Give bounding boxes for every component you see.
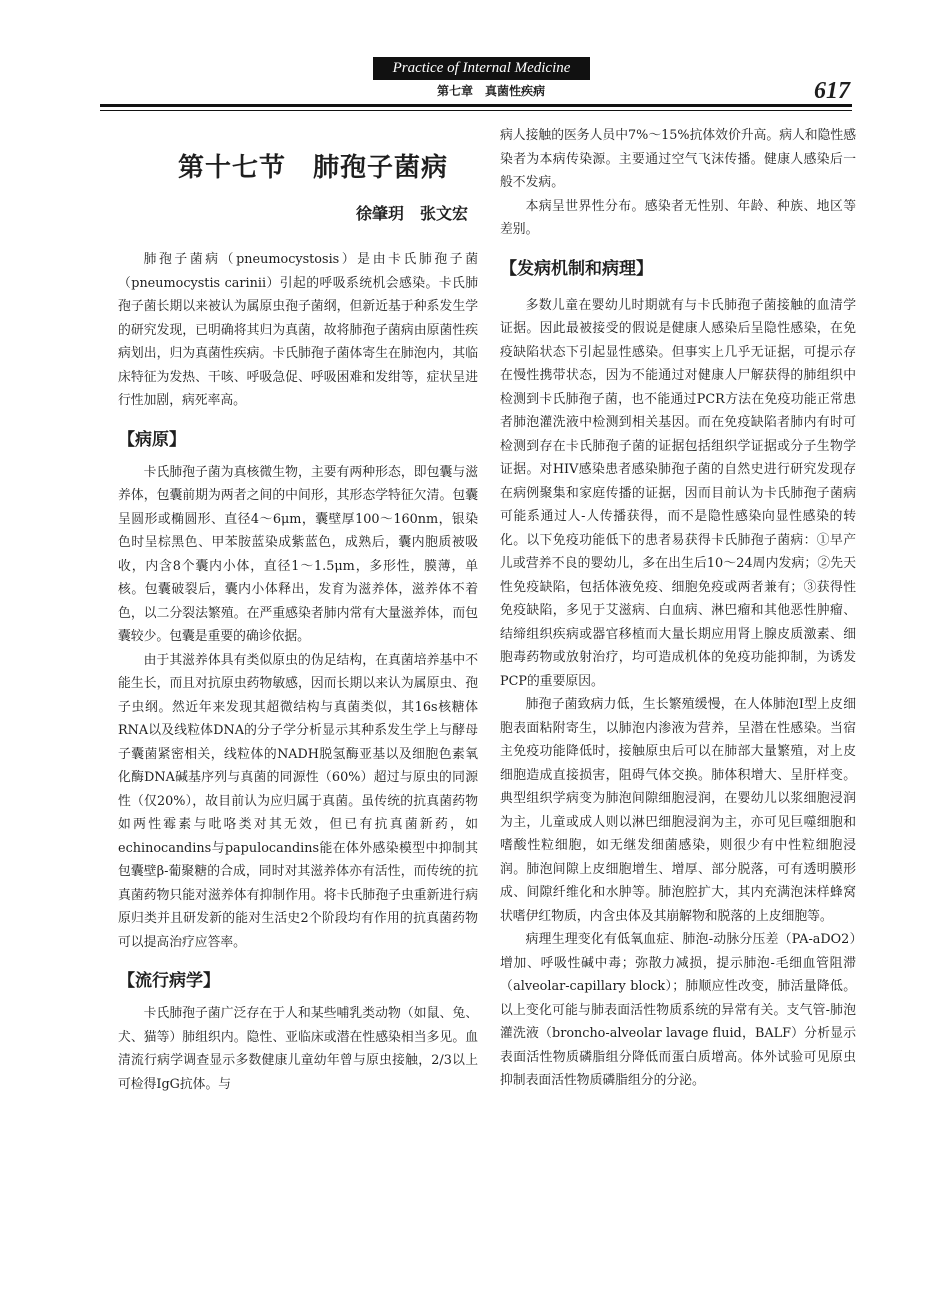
right-column — [500, 124, 856, 1093]
page-number: 617 — [814, 78, 850, 104]
header-rule — [100, 104, 852, 107]
epidemiology-continued: 病人接触的医务人员中7%～15%抗体效价升高。病人和隐性感染者为本病传染源。主要通过空气飞沫传播。健康人感染后一般不发病。 — [500, 128, 856, 190]
running-head-chapter: 第七章 真菌性疾病 — [436, 84, 545, 98]
header-rule-thin — [100, 110, 852, 111]
authors: 徐肇玥 张文宏 — [355, 204, 468, 223]
journal-banner: Practice of Internal Medicine — [373, 57, 590, 80]
pathogenesis-paragraph-3: 病理生理变化有低氧血症、肺泡-动脉分压差（PA-aDO2）增加、呼吸性碱中毒；弥散力减损，提示肺泡-毛细血管阻滞（alveolar-capillary block）；肺顺应性改变，肺活量降低。以上变化可能与肺表面活性物质系统的异常有关。支气管-肺泡灌洗液（broncho-alveolar lavage fluid，BALF）分析显示表面活性物质磷脂组分降低而蛋白质增高。体外试验可见原虫抑制表面活性物质磷脂组分的分泌。 — [500, 932, 856, 1088]
left-column — [118, 138, 478, 1096]
pathogenesis-heading: 【发病机制和病理】 — [500, 258, 653, 279]
intro-paragraph: 肺孢子菌病（pneumocystosis）是由卡氏肺孢子菌（pneumocystis carinii）引起的呼吸系统机会感染。卡氏肺孢子菌长期以来被认为属原虫孢子菌纲，但新近基于种系发生学的研究发现，已明确将其归为真菌，故将肺孢子菌病由原菌性疾病划出，归为真菌性疾病。卡氏肺孢子菌体寄生在肺泡内，其临床特征为发热、干咳、呼吸急促、呼吸困难和发绀等，症状呈进行性加剧，病死率高。 — [118, 252, 478, 408]
section-title: 第十七节 肺孢子菌病 — [178, 153, 449, 183]
pathogenesis-paragraph-2: 肺孢子菌致病力低，生长繁殖缓慢，在人体肺泡Ⅰ型上皮细胞表面粘附寄生，以肺泡内渗液为营养，呈潜在性感染。当宿主免疫功能降低时，接触原虫后可以在肺部大量繁殖，对上皮细胞造成直接损害，阻碍气体交换。肺体积增大、呈肝样变。典型组织学病变为肺泡间隙细胞浸润，在婴幼儿以浆细胞浸润为主，儿童或成人则以淋巴细胞浸润为主，亦可见巨噬细胞和嗜酸性粒细胞，如无继发细菌感染，则很少有中性粒细胞浸润。肺泡间隙上皮细胞增生、增厚、部分脱落，可有透明膜形成、间隙纤维化和水肿等。肺泡腔扩大，其内充满泡沫样蜂窝状嗜伊红物质，内含虫体及其崩解物和脱落的上皮细胞等。 — [500, 697, 856, 924]
etiology-paragraph-2: 由于其滋养体具有类似原虫的伪足结构，在真菌培养基中不能生长，而且对抗原虫药物敏感，因而长期以来认为属原虫、孢子虫纲。然近年来发现其超微结构与真菌类似，其16s核糖体RNA以及线粒体DNA的分子学分析显示其种系发生学上与酵母子囊菌紧密相关，线粒体的NADH脱氢酶亚基以及细胞色素氧化酶DNA碱基序列与真菌的同源性（60%）超过与原虫的同源性（仅20%），故目前认为应归属于真菌。虽传统的抗真菌药物如两性霉素与吡咯类对其无效，但已有抗真菌新药，如echinocandins与papulocandins能在体外感染模型中抑制其包囊壁β-葡聚糖的合成，同时对其滋养体亦有活性，而传统的抗真菌药物只能对滋养体有抑制作用。将卡氏肺孢子虫重新进行病原归类并且研发新的能对生活史2个阶段均有作用的抗真菌药物可以提高治疗应答率。 — [118, 652, 478, 950]
epidemiology-paragraph-1: 卡氏肺孢子菌广泛存在于人和某些哺乳类动物（如鼠、兔、犬、猫等）肺组织内。隐性、亚临床或潜在性感染相当多见。血清流行病学调查显示多数健康儿童幼年曾与原虫接触，2/3以上可检得IgG抗体。与 — [118, 1006, 478, 1092]
pathogenesis-paragraph-1: 多数儿童在婴幼儿时期就有与卡氏肺孢子菌接触的血清学证据。因此最被接受的假说是健康人感染后呈隐性感染，在免疫缺陷状态下引起显性感染。但事实上几乎无证据，可提示存在慢性携带状态，因为不能通过对健康人尸解获得的肺组织中检测到卡氏肺孢子菌，也不能通过PCR方法在免疫功能正常患者肺泡灌洗液中检测到相关基因。而在免疫缺陷者肺内有时可检测到存在卡氏肺孢子菌的证据包括组织学证据或分子生物学证据。对HIV感染患者感染肺孢子菌的自然史进行研究发现存在病例聚集和家庭传播的证据，因而目前认为卡氏肺孢子菌病可能系通过人-人传播获得，而不是隐性感染向显性感染的转化。以下免疫功能低下的患者易获得卡氏肺孢子菌病：①早产儿或营养不良的婴幼儿，多在出生后10～24周内发病；②先天性免疫缺陷，包括体液免疫、细胞免疫或两者兼有；③获得性免疫缺陷，多见于艾滋病、白血病、淋巴瘤和其他恶性肿瘤、结缔组织疾病或器官移植而大量长期应用肾上腺皮质激素、细胞毒药物或放射治疗，均可造成机体的免疫功能抑制，为诱发PCP的重要原因。 — [500, 297, 856, 689]
etiology-paragraph-1: 卡氏肺孢子菌为真核微生物，主要有两种形态，即包囊与滋养体，包囊前期为两者之间的中间形，其形态学特征欠清。包囊呈圆形或椭圆形、直径4～6μm，囊壁厚100～160nm，银染色时呈棕黑色、甲苯胺蓝染成紫蓝色，成熟后，囊内胞质被吸收，内含8个囊内小体，直径1～1.5μm，多形性，膜薄，单核。包囊破裂后，囊内小体释出，发育为滋养体，滋养体不着色，以二分裂法繁殖。在严重感染者肺内常有大量滋养体，而包囊较少。包囊是重要的确诊依据。 — [118, 464, 478, 644]
etiology-heading: 【病原】 — [118, 429, 186, 450]
epidemiology-heading: 【流行病学】 — [118, 971, 220, 991]
epidemiology-paragraph-2: 本病呈世界性分布。感染者无性别、年龄、种族、地区等差别。 — [500, 198, 856, 237]
